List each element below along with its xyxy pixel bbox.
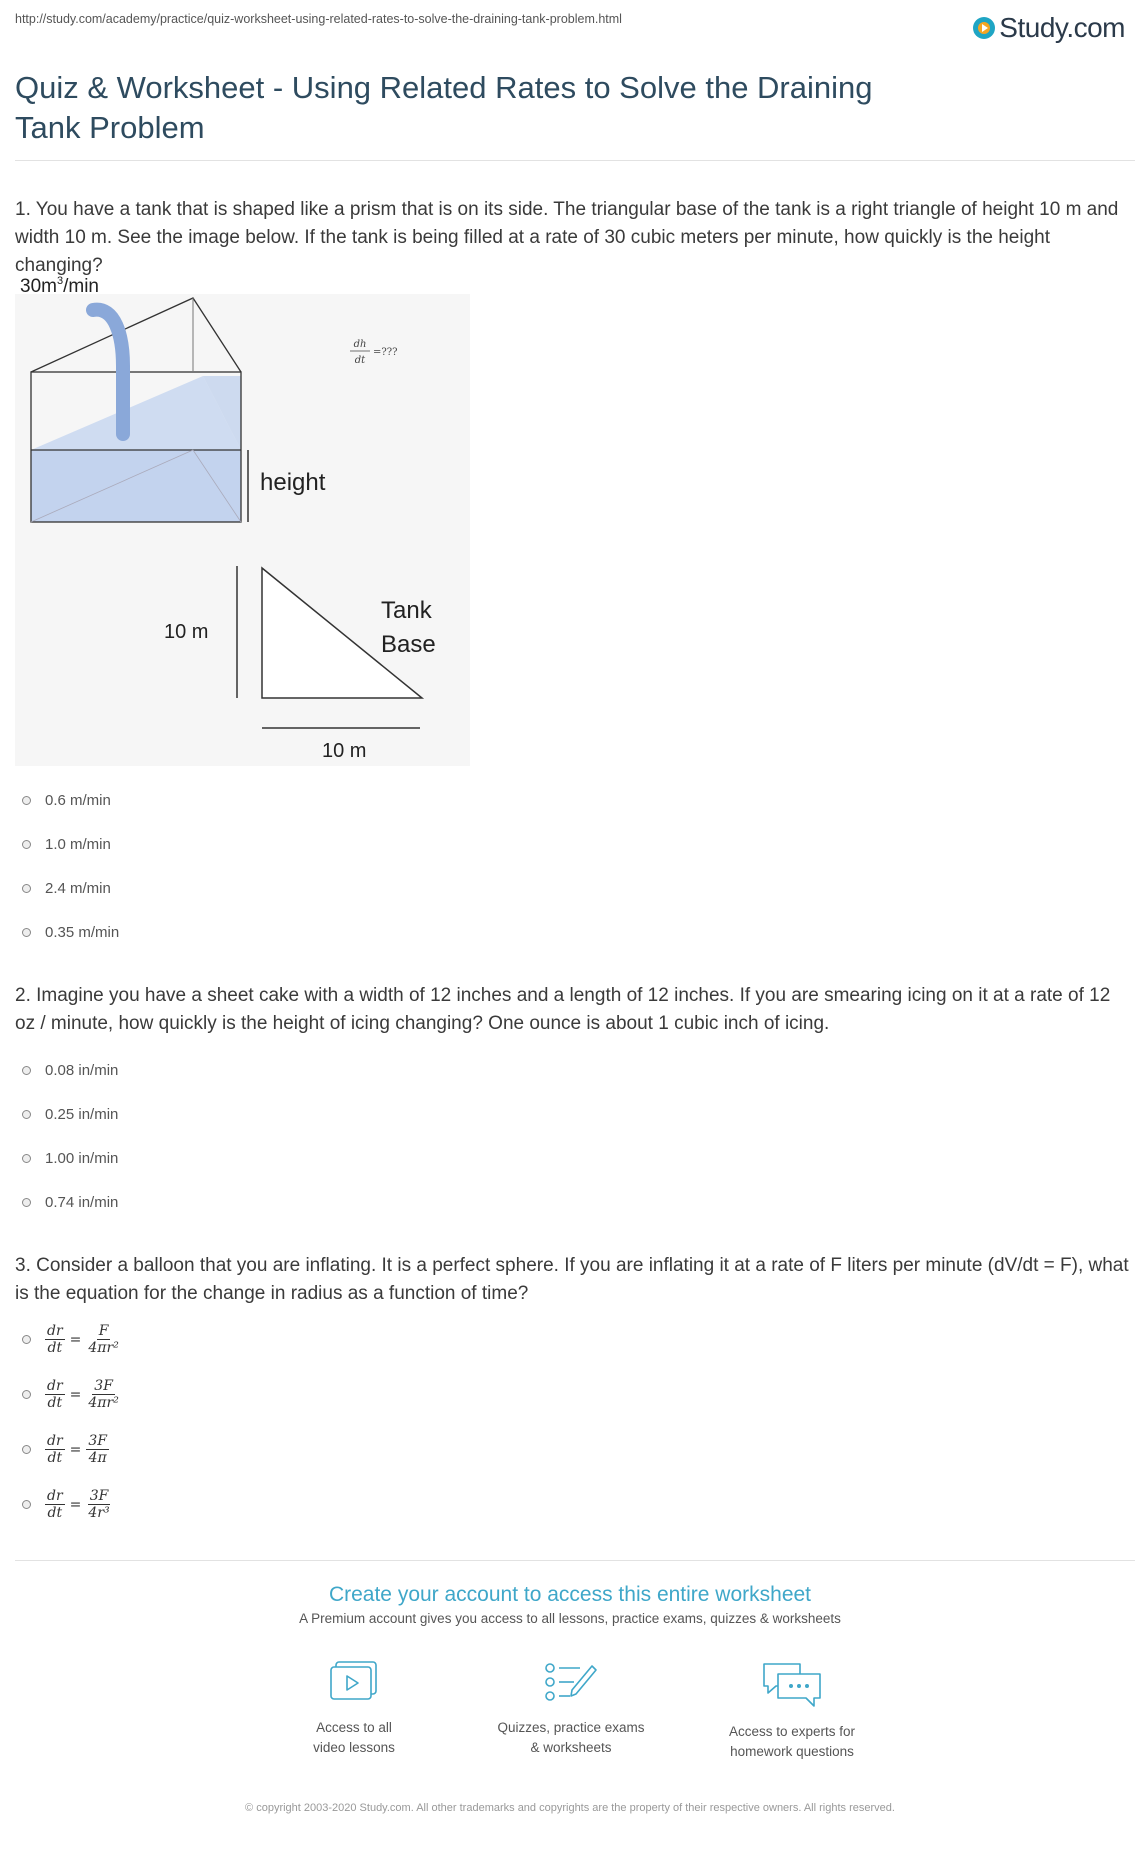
divider — [15, 1560, 1135, 1561]
lhs-fraction: $\frac{dr}{dt}$ — [47, 1378, 63, 1411]
derivative-num: dh — [353, 339, 367, 350]
side-length-label: 10 m — [164, 621, 209, 643]
video-icon — [327, 1660, 381, 1706]
feature-experts — [702, 1660, 882, 1762]
page-url: http://study.com/academy/practice/quiz-worksheet-using-related-rates-to-solve-the-draining-tank-problem.html — [15, 12, 622, 26]
rhs-fraction: $\frac{3F}{\text{4πr²}}$ — [88, 1378, 119, 1411]
derivative-den: dt — [354, 355, 366, 366]
base-length-label: 10 m — [322, 740, 367, 762]
question-3-options — [22, 1312, 121, 1532]
study-logo[interactable] — [973, 12, 1125, 44]
page-title: Quiz & Worksheet - Using Related Rates to Solve the Draining Tank Problem — [15, 70, 873, 145]
tank-label-line-1: Tank — [381, 597, 432, 624]
option-label: 2.4 m/min — [45, 879, 111, 897]
feature-label: homework questions — [730, 1744, 854, 1759]
radio-button[interactable] — [22, 1500, 31, 1509]
derivative-rhs: =??? — [373, 347, 398, 358]
checklist-icon — [542, 1660, 600, 1706]
answer-option[interactable]: $\frac{dr}{dt}$ = $\frac{F}{\text{4πr²}}$ — [22, 1312, 121, 1367]
answer-option[interactable] — [22, 822, 119, 866]
radio-button[interactable] — [22, 1198, 31, 1207]
option-label: 0.25 in/min — [45, 1105, 119, 1123]
option-label: 1.00 in/min — [45, 1149, 119, 1167]
radio-button[interactable] — [22, 1390, 31, 1399]
radio-button[interactable] — [22, 1445, 31, 1454]
rhs-fraction: $\frac{3F}{4\pi}$ — [88, 1433, 108, 1466]
radio-button[interactable] — [22, 1110, 31, 1119]
answer-option[interactable] — [22, 778, 119, 822]
rhs-fraction: $\frac{3F}{\text{4r³}}$ — [88, 1488, 110, 1521]
answer-option[interactable] — [22, 1092, 118, 1136]
feature-label: Quizzes, practice exams — [497, 1720, 645, 1735]
option-label: 0.35 m/min — [45, 923, 120, 941]
radio-button[interactable] — [22, 928, 31, 937]
feature-label: Access to all — [316, 1720, 392, 1735]
logo-text: Study.com — [999, 12, 1125, 43]
tank-label-line-2: Base — [381, 631, 436, 658]
feature-quizzes — [481, 1660, 661, 1758]
question-3-text: 3. Consider a balloon that you are inflating. It is a perfect sphere. If you are inflating it at a rate of F liters per minute (dV/dt = F), what is the equation for the change in radius as a function of time? — [15, 1255, 1129, 1304]
question-2-text: 2. Imagine you have a sheet cake with a width of 12 inches and a length of 12 inches. If you are smearing icing on it at a rate of 12 oz / minute, how quickly is the height of icing changing? One ounce is about 1 cubic inch of icing. — [15, 985, 1111, 1034]
feature-list — [0, 1660, 1140, 1780]
answer-option[interactable] — [22, 1136, 118, 1180]
chat-icon — [760, 1660, 824, 1710]
answer-option[interactable] — [22, 866, 119, 910]
question-2-options — [22, 1048, 118, 1224]
option-label: 1.0 m/min — [45, 835, 111, 853]
lhs-fraction: $\frac{dr}{dt}$ — [47, 1488, 63, 1521]
feature-label: video lessons — [313, 1740, 395, 1755]
radio-button[interactable] — [22, 1066, 31, 1075]
copyright-notice: © copyright 2003-2020 Study.com. All other trademarks and copyrights are the property of their respective owners. All rights reserved. — [245, 1802, 895, 1814]
feature-label: & worksheets — [530, 1740, 612, 1755]
lhs-fraction: $\frac{dr}{dt}$ — [47, 1433, 63, 1466]
answer-option[interactable]: $\frac{dr}{dt}$ = $\frac{3F}{\text{4r³}}$ — [22, 1477, 121, 1532]
answer-option[interactable]: $\frac{dr}{dt}$ = $\frac{3F}{4\pi}$ — [22, 1422, 121, 1477]
radio-button[interactable] — [22, 1154, 31, 1163]
answer-option[interactable] — [22, 910, 119, 954]
tank-figure — [15, 276, 470, 766]
signup-cta — [0, 1583, 1140, 1626]
radio-button[interactable] — [22, 1335, 31, 1344]
radio-button[interactable] — [22, 884, 31, 893]
question-1-options — [22, 778, 119, 954]
height-label: height — [260, 469, 326, 496]
option-label: 0.08 in/min — [45, 1061, 119, 1079]
option-label: 0.6 m/min — [45, 791, 111, 809]
lhs-fraction: $\frac{dr}{dt}$ — [47, 1323, 63, 1356]
answer-option[interactable] — [22, 1180, 118, 1224]
answer-option[interactable] — [22, 1048, 118, 1092]
answer-option[interactable]: $\frac{dr}{dt}$ = $\frac{3F}{\text{4πr²}}$ — [22, 1367, 121, 1422]
question-1-text: 1. You have a tank that is shaped like a prism that is on its side. The triangular base of the tank is a right triangle of height 10 m and width 10 m. See the image below. If the tank is being filled at a rate of 30 cubic meters per minute, how quickly is the height changing? — [15, 199, 1119, 276]
feature-video-lessons — [264, 1660, 444, 1758]
play-logo-icon — [973, 17, 995, 39]
option-label: 0.74 in/min — [45, 1193, 119, 1211]
rhs-fraction: $\frac{F}{\text{4πr²}}$ — [88, 1323, 119, 1356]
rate-label: $30m^3/\min$ — [20, 276, 99, 297]
feature-label: Access to experts for — [728, 1724, 856, 1739]
divider — [15, 160, 1135, 161]
radio-button[interactable] — [22, 840, 31, 849]
cta-title[interactable]: Create your account to access this entire worksheet — [328, 1583, 812, 1606]
page-header — [15, 12, 1125, 48]
cta-subtitle: A Premium account gives you access to all lessons, practice exams, quizzes & worksheets — [299, 1611, 841, 1626]
radio-button[interactable] — [22, 796, 31, 805]
